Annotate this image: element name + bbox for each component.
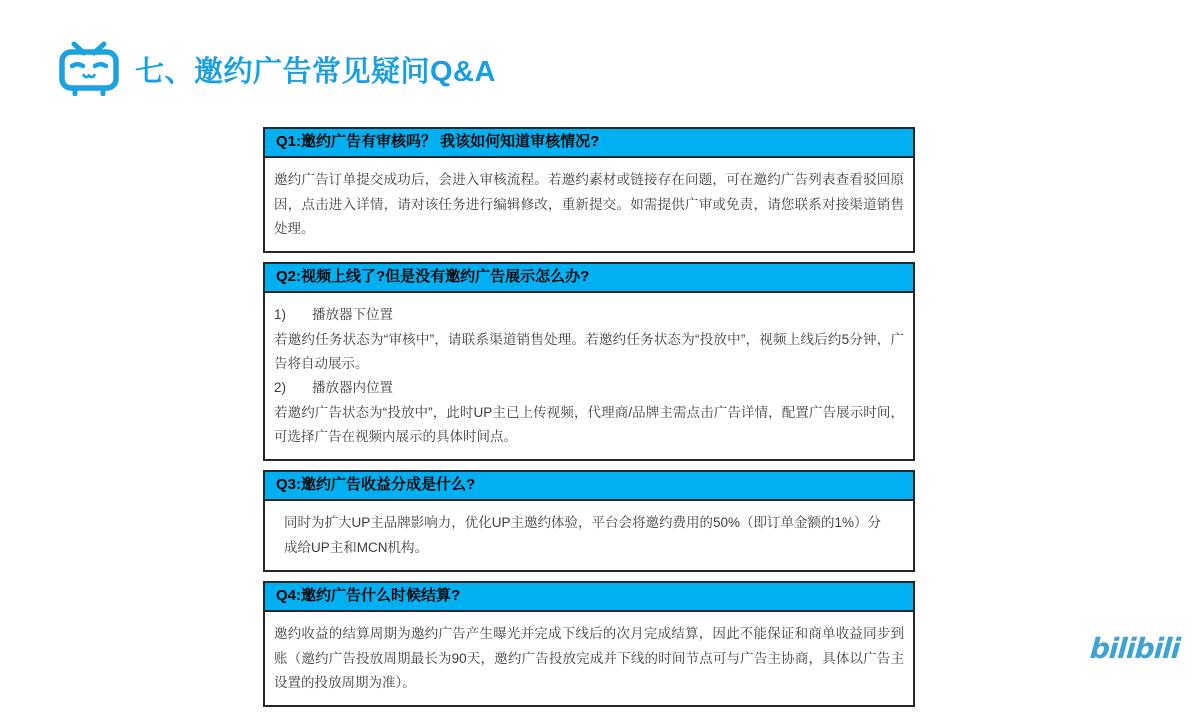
q2-item-1-number: 1) <box>274 307 287 323</box>
q2-item-1-title <box>274 303 904 327</box>
q2-item-2-text: 若邀约广告状态为“投放中”，此时UP主已上传视频，代理商/品牌主需点击广告详情，配置广告展示时间，可选择广告在视频内展示的具体时间点。 <box>274 404 904 444</box>
q2-item-1-text: 若邀约任务状态为“审核中”，请联系渠道销售处理。若邀约任务状态为“投放中”，视频上线后约5分钟，广告将自动展示。 <box>274 331 904 371</box>
q3-answer: 同时为扩大UP主品牌影响力，优化UP主邀约体验，平台会将邀约费用的50%（即订单金额的1%）分成给UP主和MCN机构。 <box>263 501 915 572</box>
q2-item-2-title <box>274 376 904 400</box>
qa-panel <box>263 127 915 716</box>
q4-question: Q4:邀约广告什么时候结算? <box>263 581 915 612</box>
qa-block-q1 <box>263 127 915 253</box>
q2-item-2-label: 播放器内位置 <box>312 380 393 396</box>
bilibili-logo: bilibili <box>1089 632 1182 665</box>
slide-header <box>57 38 496 101</box>
q2-question: Q2:视频上线了?但是没有邀约广告展示怎么办? <box>263 262 915 293</box>
q2-item-2-number: 2) <box>274 380 287 396</box>
bilibili-tv-icon <box>57 38 121 101</box>
q1-answer: 邀约广告订单提交成功后，会进入审核流程。若邀约素材或链接存在问题，可在邀约广告列表查看驳回原因，点击进入详情，请对该任务进行编辑修改，重新提交。如需提供广审或免责，请您联系对接渠道销售处理。 <box>263 158 915 253</box>
page-title: 七、邀约广告常见疑问Q&A <box>135 56 496 88</box>
q4-answer: 邀约收益的结算周期为邀约广告产生曝光并完成下线后的次月完成结算，因此不能保证和商单收益同步到账（邀约广告投放周期最长为90天，邀约广告投放完成并下线的时间节点可与广告主协商，具体以广告主设置的投放周期为准）。 <box>263 612 915 707</box>
q3-question: Q3:邀约广告收益分成是什么? <box>263 470 915 501</box>
q2-answer <box>263 293 915 461</box>
qa-block-q3 <box>263 470 915 572</box>
qa-block-q2 <box>263 262 915 461</box>
q2-item-1-label: 播放器下位置 <box>312 307 393 323</box>
qa-block-q4 <box>263 581 915 707</box>
q1-question: Q1:邀约广告有审核吗？ 我该如何知道审核情况? <box>263 127 915 158</box>
